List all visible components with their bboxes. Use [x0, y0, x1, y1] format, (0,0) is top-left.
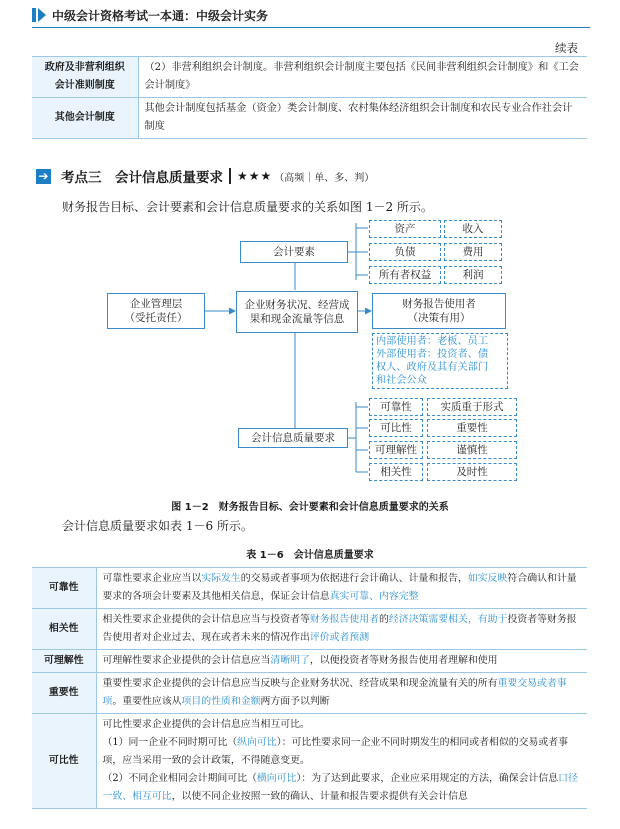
highlight-run: 纵向可比 [237, 737, 277, 748]
quality-table [32, 567, 587, 809]
highlight-run: 实际发生 [201, 573, 241, 584]
highlight-run: 经济决策需要相关，有助于 [388, 614, 508, 625]
highlight-run: 评价或者预测 [309, 632, 370, 643]
quality-item: 谨慎性 [427, 441, 517, 459]
text-run: ，以便投资者等财务报告使用者理解和使用 [309, 655, 498, 666]
users-detail-line: 权人、政府及其有关部门 [376, 362, 489, 373]
management-line: （受托责任） [124, 312, 188, 324]
element-item: 负债 [369, 243, 441, 261]
highlight-run: 清晰明了 [270, 655, 310, 666]
table-intro-paragraph: 会计信息质量要求如表 1－6 所示。 [62, 519, 253, 533]
text-line: 可比性要求企业提供的会计信息应当相互可比。 [102, 719, 310, 730]
quality-item: 可靠性 [369, 398, 423, 416]
row-desc: （2）非营利组织会计制度。非营利组织会计制度主要包括《民间非营利组织会计制度》和《工会会计制度》 [138, 57, 587, 98]
row-desc [96, 568, 587, 609]
element-item: 资产 [369, 220, 441, 238]
table-row [32, 609, 587, 650]
highlight-run: 横向可比 [256, 773, 297, 784]
text-line [103, 734, 582, 770]
row-header: 其他会计制度 [32, 98, 138, 139]
users-line: （决策有用） [407, 312, 471, 324]
element-item: 收入 [444, 220, 502, 238]
table-row [32, 568, 587, 609]
intro-paragraph: 财务报告目标、会计要素和会计信息质量要求的关系如图 1－2 所示。 [62, 200, 433, 214]
quality-item: 可理解性 [369, 441, 423, 459]
center-info-box [236, 291, 358, 333]
users-line: 财务报告使用者 [402, 298, 476, 310]
frequency-note: （高频｜单、多、判） [274, 172, 375, 184]
users-detail-box [372, 333, 508, 389]
highlight-run: 口径一致、相互可比 [102, 773, 578, 802]
text-run: 符合确认和计量要求的各项会计要素及其他相关信息，保证会计信息 [102, 573, 577, 602]
row-header: 重要性 [32, 673, 96, 714]
highlight-run: 真实可靠、内容完整 [329, 591, 419, 602]
table-row [32, 650, 587, 673]
users-detail-line: 和社会公众 [376, 375, 427, 386]
elements-box: 会计要素 [240, 241, 348, 263]
text-run: 两方面予以判断 [260, 696, 330, 707]
quality-item: 及时性 [427, 463, 517, 481]
figure-caption: 图 1－2 财务报告目标、会计要素和会计信息质量要求的关系 [171, 502, 449, 513]
text-run: 重要性要求企业提供的会计信息应当反映与企业财务状况、经营成果和现金流量有关的所有 [102, 678, 498, 689]
text-run: ）：为了达到此要求，企业应采用规定的方法，确保会计信息 [296, 773, 559, 784]
star-rating: ★★★ [237, 169, 273, 183]
row-desc [96, 714, 587, 809]
element-item: 利润 [444, 266, 502, 284]
quality-item: 重要性 [427, 419, 517, 437]
highlight-run: 重要交易或者事项 [102, 678, 567, 707]
text-run: 投资者等财务报告使用者对企业过去、现在或者未来的情况作出 [102, 614, 577, 643]
quality-box: 会计信息质量要求 [238, 428, 348, 448]
text-run: 。重要性应该从 [112, 696, 182, 707]
quality-item: 相关性 [369, 463, 423, 481]
row-desc [96, 650, 587, 673]
text-run: 相关性要求企业提供的会计信息应当与投资者等 [102, 614, 310, 625]
row-header: 相关性 [32, 609, 96, 650]
row-header-line: 政府及非营利组织 [44, 62, 125, 73]
users-detail-line: 外部使用者：投资者、债 [376, 349, 489, 360]
section-title: 考点三 会计信息质量要求 [61, 170, 223, 186]
users-detail-line: 内部使用者：老板、员工 [376, 336, 489, 347]
highlight-run: 如实反映 [467, 573, 508, 584]
users-box [372, 293, 506, 329]
element-item: 所有者权益 [369, 266, 441, 284]
table-row [32, 714, 587, 809]
row-header: 可理解性 [32, 650, 96, 673]
continued-label: 续表 [555, 41, 578, 55]
row-desc: 其他会计制度包括基金（资金）类会计制度、农村集体经济组织会计制度和农民专业合作社会计制度 [138, 98, 587, 139]
element-item: 费用 [444, 243, 502, 261]
center-line: 果和现金流量等信息 [249, 313, 345, 325]
text-run: 可理解性要求企业提供的会计信息应当 [102, 655, 271, 666]
management-box [107, 293, 205, 329]
row-header-line: 会计准则制度 [54, 80, 115, 91]
text-run: 可靠性要求企业应当以 [102, 573, 202, 584]
highlight-run: 财务报告使用者 [309, 614, 380, 625]
arrow-right-icon: ➔ [36, 169, 51, 184]
highlight-run: 项目的性质和金额 [181, 696, 261, 707]
row-header: 可靠性 [32, 568, 96, 609]
text-run: （1）同一企业不同时期可比（ [102, 737, 238, 748]
text-run: ）：可比性要求同一企业不同时期发生的相同或者相似的交易或者事项，应当采用一致的会计政策，不得随意变更。 [102, 737, 568, 766]
table-caption: 表 1－6 会计信息质量要求 [246, 550, 374, 561]
management-line: 企业管理层 [129, 298, 183, 310]
table-row [32, 673, 587, 714]
text-run: （2）不同企业相同会计期间可比（ [102, 773, 257, 784]
text-run: 的交易或者事项为依据进行会计确认、计量和报告， [240, 573, 468, 584]
center-line: 企业财务状况、经营成 [244, 299, 350, 311]
row-header: 可比性 [32, 714, 96, 809]
text-line [103, 770, 582, 806]
header-title: 中级会计资格考试一本通：中级会计实务 [52, 8, 269, 23]
text-run: ，以使不同企业按照一致的确认、计量和报告要求提供有关会计信息 [171, 791, 468, 802]
row-desc [96, 609, 587, 650]
text-run: 的 [379, 614, 389, 625]
row-desc [96, 673, 587, 714]
quality-item: 实质重于形式 [427, 398, 517, 416]
quality-item: 可比性 [369, 419, 423, 437]
